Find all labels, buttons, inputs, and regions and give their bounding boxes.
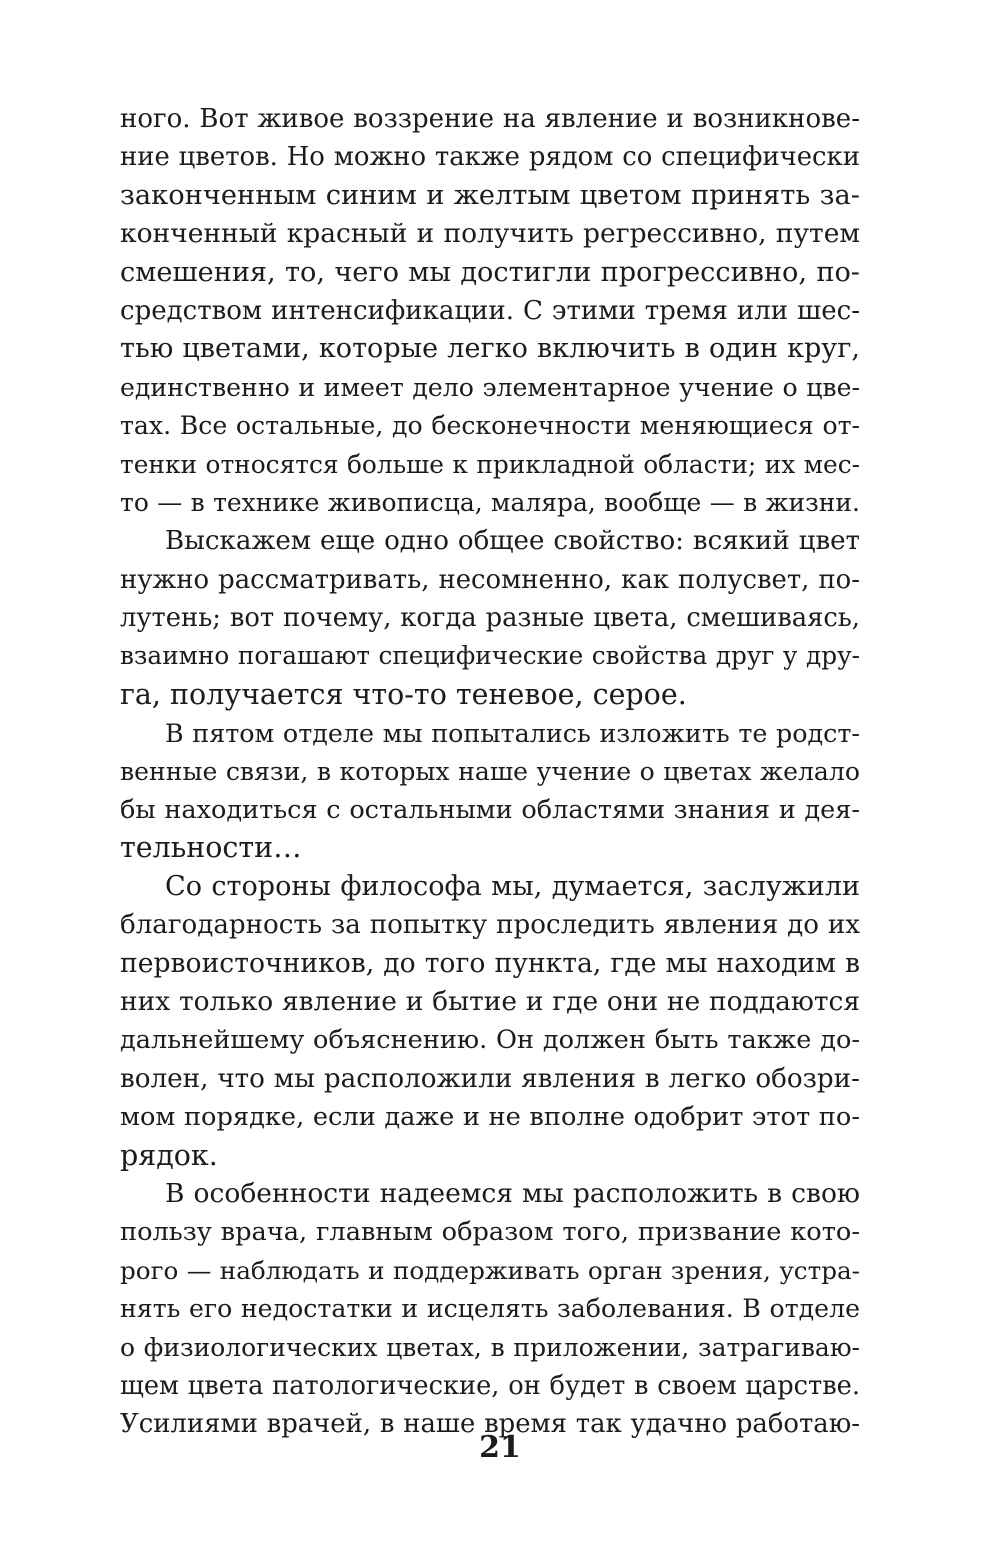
text-line: тью цветами, которые легко включить в один круг, xyxy=(120,333,860,365)
text-line: нужно рассматривать, несомненно, как полусвет, по- xyxy=(120,564,860,595)
text-line: первоисточников, до того пункта, где мы находим в xyxy=(120,947,860,979)
text-line: единственно и имеет дело элементарное учение о цве- xyxy=(120,372,860,402)
paragraph-last-line: га, получается что-то теневое, серое. xyxy=(120,677,687,711)
text-line: них только явление и бытие и где они не поддаются xyxy=(120,985,860,1017)
text-line: дальнейшему объяснению. Он должен быть также до- xyxy=(120,1025,860,1056)
text-line: то — в технике живописца, маляра, вообще — в жизни. xyxy=(120,487,860,517)
paragraph-last-line: тельности… xyxy=(120,831,302,865)
body-text xyxy=(120,100,860,1444)
text-line: волен, что мы расположили явления в легко обозри- xyxy=(120,1063,860,1094)
text-line: благодарность за попытку проследить явления до их xyxy=(120,910,860,941)
text-line: лутень; вот почему, когда разные цвета, смешиваясь, xyxy=(120,603,860,634)
text-line: нять его недостатки и исцелять заболевания. В отделе xyxy=(120,1294,860,1324)
text-line: рого — наблюдать и поддерживать орган зрения, устра- xyxy=(120,1255,860,1285)
text-line: тенки относятся больше к прикладной области; их мес- xyxy=(120,449,860,479)
paragraph-first-line: Выскажем еще одно общее свойство: всякий цвет xyxy=(165,526,860,557)
paragraph-first-line: Со стороны философа мы, думается, заслужили xyxy=(165,870,860,902)
text-line: законченным синим и желтым цветом принять за- xyxy=(120,179,860,211)
text-line: ного. Вот живое воззрение на явление и возникнове- xyxy=(120,104,860,134)
text-line: щем цвета патологические, он будет в своем царстве. xyxy=(120,1370,860,1401)
paragraph-first-line: В особенности надеемся мы расположить в свою xyxy=(165,1177,860,1209)
text-line: конченный красный и получить регрессивно, путем xyxy=(120,218,860,250)
text-line: тах. Все остальные, до бесконечности меняющиеся от- xyxy=(120,411,860,441)
text-line: о физиологических цветах, в приложении, затрагиваю- xyxy=(120,1332,860,1362)
text-line: средством интенсификации. С этими тремя или шес- xyxy=(120,295,860,326)
text-line: смешения, то, чего мы достигли прогрессивно, по- xyxy=(120,256,860,288)
text-line: мом порядке, если даже и не вполне одобрит этот по- xyxy=(120,1102,860,1133)
text-line: пользу врача, главным образом того, призвание кото- xyxy=(120,1217,860,1248)
paragraph-last-line: рядок. xyxy=(120,1138,218,1172)
paragraph-first-line: В пятом отделе мы попытались изложить те родст- xyxy=(165,718,860,749)
page-number: 21 xyxy=(479,1430,521,1465)
text-line: бы находиться с остальными областями знания и дея- xyxy=(120,795,860,826)
text-line: ние цветов. Но можно также рядом со специфически xyxy=(120,142,860,173)
text-line: венные связи, в которых наше учение о цветах желало xyxy=(120,756,860,786)
text-line: Усилиями врачей, в наше время так удачно работаю- xyxy=(120,1409,860,1440)
text-line: взаимно погашают специфические свойства друг у дру- xyxy=(120,641,860,671)
